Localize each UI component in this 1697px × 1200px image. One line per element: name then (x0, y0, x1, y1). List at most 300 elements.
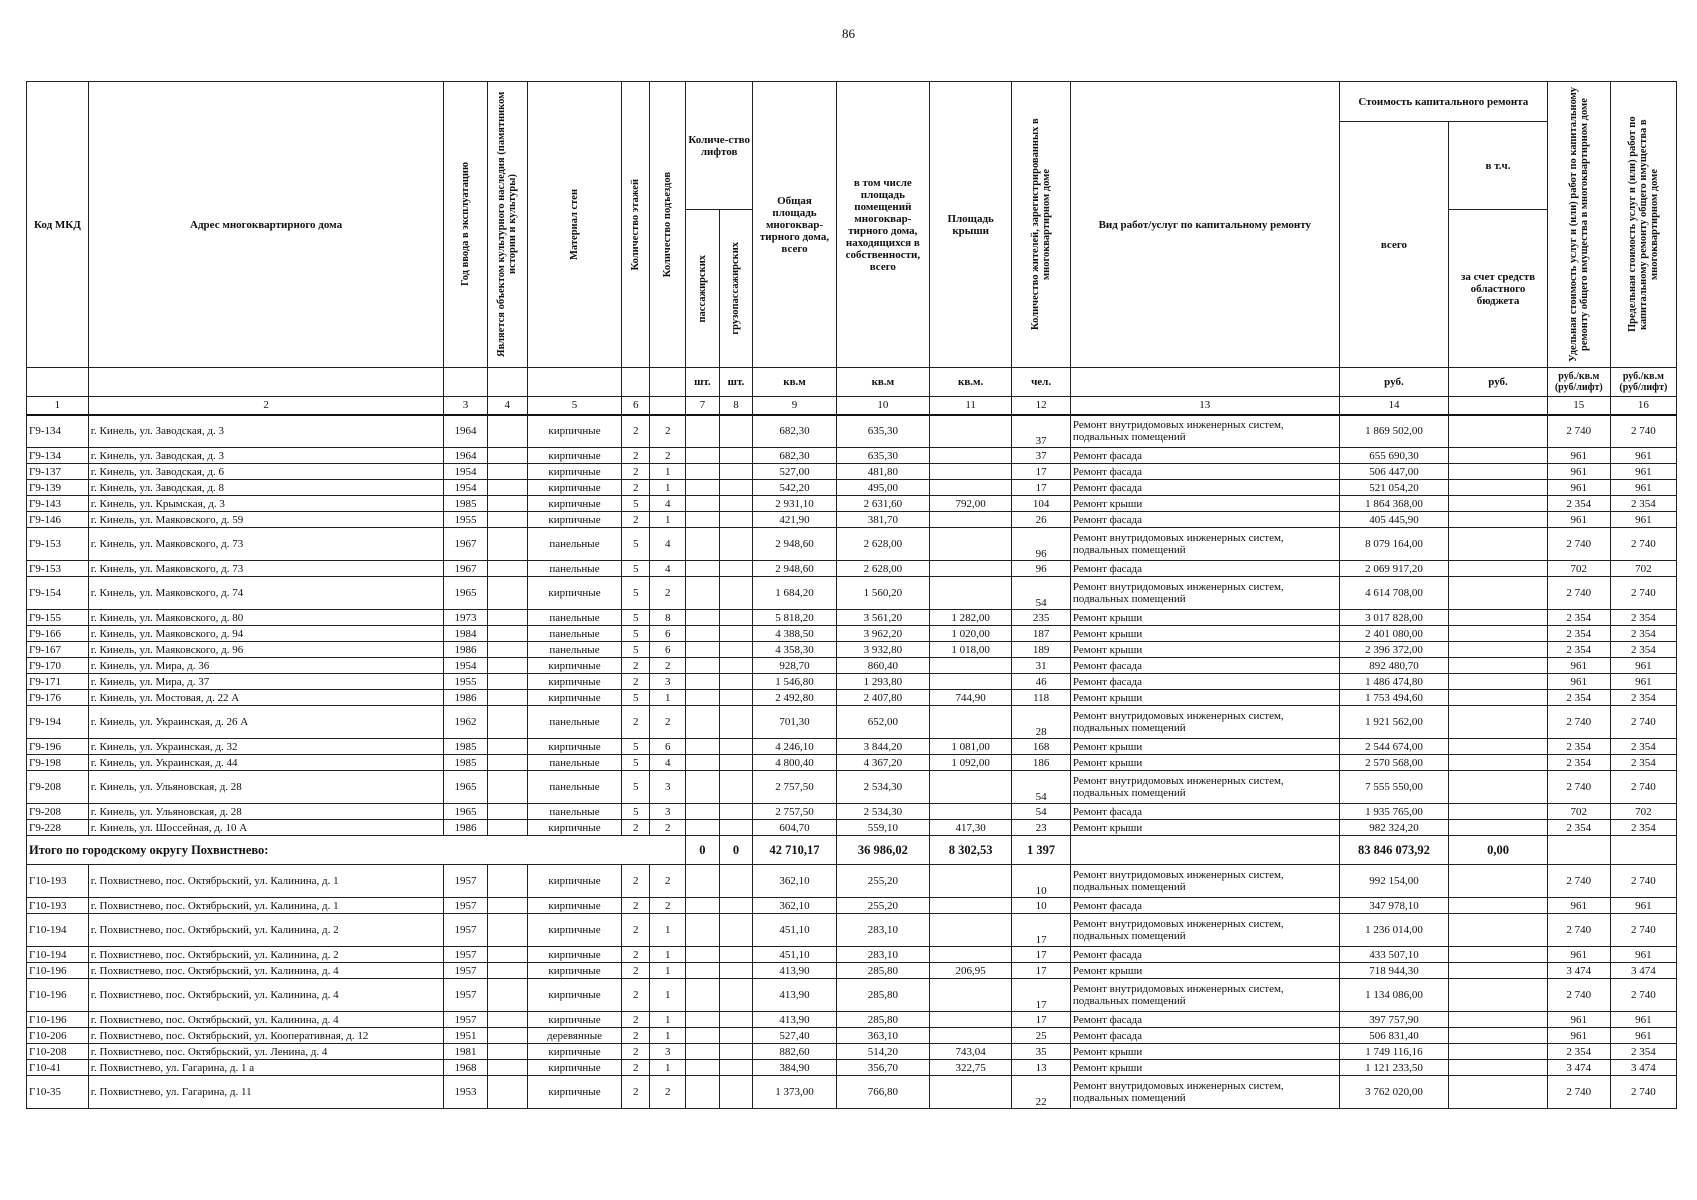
residents-count: 26 (1012, 512, 1071, 528)
table-row (27, 480, 1677, 496)
work-type: Ремонт крыши (1070, 739, 1339, 755)
work-type: Ремонт крыши (1070, 755, 1339, 771)
freight-elevators (719, 577, 753, 610)
column-number: 11 (929, 397, 1011, 415)
heritage-cell (487, 561, 527, 577)
column-number: 6 (622, 397, 650, 415)
year-built: 1955 (444, 512, 487, 528)
wall-material: панельные (527, 755, 621, 771)
house-address: г. Кинель, ул. Маяковского, д. 73 (88, 528, 444, 561)
roof-area: 1 020,00 (929, 626, 1011, 642)
unit-cost: 2 354 (1547, 690, 1610, 706)
max-cost: 2 354 (1610, 626, 1676, 642)
header-max-cost: Предельная стоимость услуг и (или) работ по капитальному ремонту общего имущества в многоквартирном доме (1610, 82, 1676, 368)
total-area: 362,10 (753, 865, 836, 898)
header-repair-cost: Стоимость капитального ремонта (1339, 82, 1547, 122)
roof-area: 743,04 (929, 1044, 1011, 1060)
regional-budget (1449, 415, 1548, 448)
house-code: Г9-166 (27, 626, 89, 642)
entrances-count: 4 (650, 561, 686, 577)
year-built: 1955 (444, 674, 487, 690)
work-type: Ремонт внутридомовых инженерных систем, подвальных помещений (1070, 865, 1339, 898)
entrances-count: 1 (650, 1028, 686, 1044)
max-cost: 2 354 (1610, 755, 1676, 771)
regional-budget (1449, 1060, 1548, 1076)
column-numbers-row (27, 397, 1677, 415)
passenger-elevators (686, 1044, 720, 1060)
work-type: Ремонт внутридомовых инженерных систем, подвальных помещений (1070, 528, 1339, 561)
entrances-count: 3 (650, 804, 686, 820)
unit-cost: 2 354 (1547, 642, 1610, 658)
regional-budget (1449, 771, 1548, 804)
roof-area: 322,75 (929, 1060, 1011, 1076)
house-address: г. Кинель, ул. Ульяновская, д. 28 (88, 804, 444, 820)
house-address: г. Похвистнево, пос. Октябрьский, ул. Калинина, д. 4 (88, 963, 444, 979)
residents-count: 25 (1012, 1028, 1071, 1044)
table-row (27, 1044, 1677, 1060)
owned-area: 363,10 (836, 1028, 929, 1044)
max-cost: 2 740 (1610, 865, 1676, 898)
total-area: 2 931,10 (753, 496, 836, 512)
floors-count: 2 (622, 1060, 650, 1076)
passenger-elevators (686, 512, 720, 528)
passenger-elevators (686, 1076, 720, 1109)
total-area: 1 546,80 (753, 674, 836, 690)
roof-area (929, 1076, 1011, 1109)
unit-cost: 2 354 (1547, 1044, 1610, 1060)
unit-cell: кв.м (753, 368, 836, 397)
header-code: Код МКД (27, 82, 89, 368)
total-residents: 1 397 (1012, 836, 1071, 865)
roof-area (929, 947, 1011, 963)
max-cost: 2 354 (1610, 739, 1676, 755)
owned-area: 514,20 (836, 1044, 929, 1060)
unit-cost: 961 (1547, 1028, 1610, 1044)
max-cost: 961 (1610, 448, 1676, 464)
wall-material: кирпичные (527, 464, 621, 480)
wall-material: кирпичные (527, 898, 621, 914)
passenger-elevators (686, 963, 720, 979)
max-cost: 2 354 (1610, 820, 1676, 836)
wall-material: панельные (527, 561, 621, 577)
max-cost: 961 (1610, 674, 1676, 690)
floors-count: 5 (622, 610, 650, 626)
house-address: г. Кинель, ул. Украинская, д. 26 А (88, 706, 444, 739)
repair-cost: 1 935 765,00 (1339, 804, 1448, 820)
residents-count: 104 (1012, 496, 1071, 512)
wall-material: кирпичные (527, 480, 621, 496)
passenger-elevators (686, 898, 720, 914)
wall-material: панельные (527, 528, 621, 561)
residents-count: 17 (1012, 914, 1071, 947)
owned-area: 2 534,30 (836, 804, 929, 820)
passenger-elevators (686, 804, 720, 820)
work-type: Ремонт внутридомовых инженерных систем, подвальных помещений (1070, 979, 1339, 1012)
floors-count: 5 (622, 690, 650, 706)
table-row (27, 1076, 1677, 1109)
house-address: г. Похвистнево, пос. Октябрьский, ул. Калинина, д. 2 (88, 914, 444, 947)
heritage-cell (487, 706, 527, 739)
unit-cost: 961 (1547, 674, 1610, 690)
work-type: Ремонт фасада (1070, 464, 1339, 480)
repair-cost: 4 614 708,00 (1339, 577, 1448, 610)
regional-budget (1449, 804, 1548, 820)
max-cost: 961 (1610, 1028, 1676, 1044)
house-code: Г9-134 (27, 448, 89, 464)
freight-elevators (719, 658, 753, 674)
work-type: Ремонт внутридомовых инженерных систем, подвальных помещений (1070, 415, 1339, 448)
residents-count: 35 (1012, 1044, 1071, 1060)
heritage-cell (487, 1076, 527, 1109)
floors-count: 5 (622, 496, 650, 512)
freight-elevators (719, 448, 753, 464)
entrances-count: 3 (650, 771, 686, 804)
house-code: Г9-153 (27, 561, 89, 577)
entrances-count: 2 (650, 706, 686, 739)
unit-cost: 2 740 (1547, 771, 1610, 804)
floors-count: 2 (622, 1044, 650, 1060)
header-residents: Количество жителей, зарегистрированных в многоквартирном доме (1012, 82, 1071, 368)
repair-cost: 892 480,70 (1339, 658, 1448, 674)
residents-count: 187 (1012, 626, 1071, 642)
unit-cost: 2 740 (1547, 528, 1610, 561)
roof-area: 744,90 (929, 690, 1011, 706)
column-number: 9 (753, 397, 836, 415)
house-code: Г10-196 (27, 1012, 89, 1028)
passenger-elevators (686, 755, 720, 771)
passenger-elevators (686, 674, 720, 690)
regional-budget (1449, 512, 1548, 528)
wall-material: кирпичные (527, 820, 621, 836)
year-built: 1957 (444, 914, 487, 947)
house-code: Г10-194 (27, 947, 89, 963)
unit-cost: 2 740 (1547, 979, 1610, 1012)
residents-count: 37 (1012, 415, 1071, 448)
max-cost: 2 354 (1610, 642, 1676, 658)
year-built: 1973 (444, 610, 487, 626)
unit-cost: 2 740 (1547, 577, 1610, 610)
table-row (27, 947, 1677, 963)
residents-count: 17 (1012, 1012, 1071, 1028)
table-row (27, 898, 1677, 914)
repair-cost: 8 079 164,00 (1339, 528, 1448, 561)
regional-budget (1449, 739, 1548, 755)
house-address: г. Кинель, ул. Маяковского, д. 96 (88, 642, 444, 658)
unit-cost: 961 (1547, 480, 1610, 496)
total-passenger: 0 (686, 836, 720, 865)
unit-cost: 961 (1547, 1012, 1610, 1028)
total-area: 413,90 (753, 963, 836, 979)
total-area: 604,70 (753, 820, 836, 836)
units-row (27, 368, 1677, 397)
table-row (27, 755, 1677, 771)
table-row (27, 561, 1677, 577)
column-number: 1 (27, 397, 89, 415)
floors-count: 5 (622, 804, 650, 820)
heritage-cell (487, 448, 527, 464)
house-address: г. Кинель, ул. Украинская, д. 44 (88, 755, 444, 771)
floors-count: 2 (622, 865, 650, 898)
work-type: Ремонт фасада (1070, 947, 1339, 963)
column-number: 16 (1610, 397, 1676, 415)
unit-cost: 961 (1547, 512, 1610, 528)
header-total-area: Общая площадь многоквар-тирного дома, всего (753, 82, 836, 368)
house-address: г. Похвистнево, пос. Октябрьский, ул. Калинина, д. 4 (88, 979, 444, 1012)
residents-count: 54 (1012, 771, 1071, 804)
floors-count: 2 (622, 1076, 650, 1109)
heritage-cell (487, 755, 527, 771)
freight-elevators (719, 820, 753, 836)
total-area: 2 948,60 (753, 561, 836, 577)
regional-budget (1449, 755, 1548, 771)
total-empty (1547, 836, 1610, 865)
owned-area: 283,10 (836, 914, 929, 947)
year-built: 1954 (444, 464, 487, 480)
total-area: 4 800,40 (753, 755, 836, 771)
entrances-count: 3 (650, 1044, 686, 1060)
table-row (27, 690, 1677, 706)
column-number: 8 (719, 397, 753, 415)
max-cost: 702 (1610, 804, 1676, 820)
total-label: Итого по городскому округу Похвистнево: (27, 836, 686, 865)
entrances-count: 2 (650, 1076, 686, 1109)
heritage-cell (487, 512, 527, 528)
house-code: Г9-228 (27, 820, 89, 836)
entrances-count: 1 (650, 690, 686, 706)
repair-cost: 3 017 828,00 (1339, 610, 1448, 626)
freight-elevators (719, 963, 753, 979)
work-type: Ремонт фасада (1070, 480, 1339, 496)
table-row (27, 914, 1677, 947)
floors-count: 2 (622, 480, 650, 496)
owned-area: 652,00 (836, 706, 929, 739)
freight-elevators (719, 674, 753, 690)
total-area: 4 246,10 (753, 739, 836, 755)
heritage-cell (487, 480, 527, 496)
column-number: 12 (1012, 397, 1071, 415)
freight-elevators (719, 979, 753, 1012)
page-number: 86 (842, 26, 855, 41)
column-number: 10 (836, 397, 929, 415)
floors-count: 5 (622, 642, 650, 658)
freight-elevators (719, 690, 753, 706)
wall-material: кирпичные (527, 577, 621, 610)
house-address: г. Кинель, ул. Маяковского, д. 94 (88, 626, 444, 642)
work-type: Ремонт внутридомовых инженерных систем, подвальных помещений (1070, 914, 1339, 947)
repair-cost: 655 690,30 (1339, 448, 1448, 464)
unit-cost: 3 474 (1547, 963, 1610, 979)
residents-count: 168 (1012, 739, 1071, 755)
residents-count: 10 (1012, 898, 1071, 914)
wall-material: панельные (527, 610, 621, 626)
regional-budget (1449, 480, 1548, 496)
regional-budget (1449, 1028, 1548, 1044)
freight-elevators (719, 1060, 753, 1076)
max-cost: 961 (1610, 947, 1676, 963)
max-cost: 2 740 (1610, 706, 1676, 739)
owned-area: 283,10 (836, 947, 929, 963)
passenger-elevators (686, 496, 720, 512)
regional-budget (1449, 1076, 1548, 1109)
owned-area: 635,30 (836, 448, 929, 464)
owned-area: 285,80 (836, 979, 929, 1012)
unit-cost: 2 354 (1547, 496, 1610, 512)
table-row (27, 496, 1677, 512)
heritage-cell (487, 820, 527, 836)
heritage-cell (487, 1028, 527, 1044)
header-floors: Количество этажей (622, 82, 650, 368)
house-code: Г9-154 (27, 577, 89, 610)
unit-cost: 2 354 (1547, 755, 1610, 771)
max-cost: 2 740 (1610, 577, 1676, 610)
house-code: Г9-208 (27, 804, 89, 820)
total-regional: 0,00 (1449, 836, 1548, 865)
year-built: 1957 (444, 947, 487, 963)
freight-elevators (719, 771, 753, 804)
max-cost: 961 (1610, 658, 1676, 674)
total-empty (1070, 836, 1339, 865)
repair-cost: 2 570 568,00 (1339, 755, 1448, 771)
entrances-count: 1 (650, 1060, 686, 1076)
total-area: 682,30 (753, 415, 836, 448)
max-cost: 961 (1610, 464, 1676, 480)
work-type: Ремонт внутридомовых инженерных систем, подвальных помещений (1070, 1076, 1339, 1109)
wall-material: кирпичные (527, 979, 621, 1012)
entrances-count: 2 (650, 898, 686, 914)
max-cost: 961 (1610, 512, 1676, 528)
house-code: Г10-193 (27, 865, 89, 898)
table-row (27, 1028, 1677, 1044)
passenger-elevators (686, 706, 720, 739)
house-code: Г9-176 (27, 690, 89, 706)
work-type: Ремонт крыши (1070, 610, 1339, 626)
repair-cost: 521 054,20 (1339, 480, 1448, 496)
passenger-elevators (686, 914, 720, 947)
passenger-elevators (686, 610, 720, 626)
wall-material: панельные (527, 771, 621, 804)
house-address: г. Похвистнево, пос. Октябрьский, ул. Кооперативная, д. 12 (88, 1028, 444, 1044)
roof-area (929, 415, 1011, 448)
wall-material: кирпичные (527, 496, 621, 512)
work-type: Ремонт внутридомовых инженерных систем, подвальных помещений (1070, 706, 1339, 739)
entrances-count: 2 (650, 577, 686, 610)
table-row (27, 464, 1677, 480)
repair-cost: 1 236 014,00 (1339, 914, 1448, 947)
freight-elevators (719, 642, 753, 658)
floors-count: 5 (622, 528, 650, 561)
repair-cost: 506 831,40 (1339, 1028, 1448, 1044)
heritage-cell (487, 626, 527, 642)
year-built: 1986 (444, 820, 487, 836)
max-cost: 2 740 (1610, 914, 1676, 947)
roof-area (929, 914, 1011, 947)
total-area: 451,10 (753, 947, 836, 963)
house-address: г. Кинель, ул. Маяковского, д. 74 (88, 577, 444, 610)
table-row (27, 1012, 1677, 1028)
residents-count: 23 (1012, 820, 1071, 836)
residents-count: 17 (1012, 979, 1071, 1012)
repair-cost: 405 445,90 (1339, 512, 1448, 528)
total-area: 701,30 (753, 706, 836, 739)
work-type: Ремонт фасада (1070, 448, 1339, 464)
table-row (27, 577, 1677, 610)
unit-cell: шт. (686, 368, 720, 397)
residents-count: 189 (1012, 642, 1071, 658)
regional-budget (1449, 642, 1548, 658)
owned-area: 255,20 (836, 898, 929, 914)
owned-area: 635,30 (836, 415, 929, 448)
year-built: 1965 (444, 771, 487, 804)
wall-material: кирпичные (527, 947, 621, 963)
table-row (27, 626, 1677, 642)
freight-elevators (719, 626, 753, 642)
max-cost: 2 740 (1610, 979, 1676, 1012)
regional-budget (1449, 865, 1548, 898)
house-code: Г9-155 (27, 610, 89, 626)
regional-budget (1449, 528, 1548, 561)
entrances-count: 1 (650, 947, 686, 963)
work-type: Ремонт крыши (1070, 690, 1339, 706)
unit-cost: 2 354 (1547, 626, 1610, 642)
total-row (27, 836, 1677, 865)
residents-count: 28 (1012, 706, 1071, 739)
column-number: 5 (527, 397, 621, 415)
total-area: 413,90 (753, 979, 836, 1012)
house-address: г. Похвистнево, пос. Октябрьский, ул. Калинина, д. 1 (88, 898, 444, 914)
max-cost: 2 354 (1610, 496, 1676, 512)
roof-area (929, 658, 1011, 674)
regional-budget (1449, 820, 1548, 836)
heritage-cell (487, 690, 527, 706)
total-roof-sum: 8 302,53 (929, 836, 1011, 865)
passenger-elevators (686, 979, 720, 1012)
owned-area: 1 560,20 (836, 577, 929, 610)
total-empty (1610, 836, 1676, 865)
column-number: 2 (88, 397, 444, 415)
regional-budget (1449, 963, 1548, 979)
heritage-cell (487, 1060, 527, 1076)
unit-cell: руб./кв.м (руб/лифт) (1610, 368, 1676, 397)
total-area: 1 373,00 (753, 1076, 836, 1109)
floors-count: 2 (622, 963, 650, 979)
roof-area (929, 771, 1011, 804)
house-code: Г10-41 (27, 1060, 89, 1076)
floors-count: 2 (622, 674, 650, 690)
entrances-count: 1 (650, 480, 686, 496)
floors-count: 5 (622, 771, 650, 804)
total-area: 527,00 (753, 464, 836, 480)
roof-area (929, 706, 1011, 739)
work-type: Ремонт крыши (1070, 642, 1339, 658)
owned-area: 2 534,30 (836, 771, 929, 804)
house-address: г. Кинель, ул. Маяковского, д. 80 (88, 610, 444, 626)
house-address: г. Кинель, ул. Маяковского, д. 73 (88, 561, 444, 577)
table-row (27, 610, 1677, 626)
passenger-elevators (686, 528, 720, 561)
heritage-cell (487, 963, 527, 979)
freight-elevators (719, 528, 753, 561)
house-code: Г10-196 (27, 979, 89, 1012)
roof-area: 417,30 (929, 820, 1011, 836)
roof-area (929, 674, 1011, 690)
unit-cost: 961 (1547, 947, 1610, 963)
floors-count: 5 (622, 755, 650, 771)
house-address: г. Кинель, ул. Мира, д. 36 (88, 658, 444, 674)
table-row (27, 448, 1677, 464)
wall-material: кирпичные (527, 865, 621, 898)
passenger-elevators (686, 690, 720, 706)
residents-count: 31 (1012, 658, 1071, 674)
